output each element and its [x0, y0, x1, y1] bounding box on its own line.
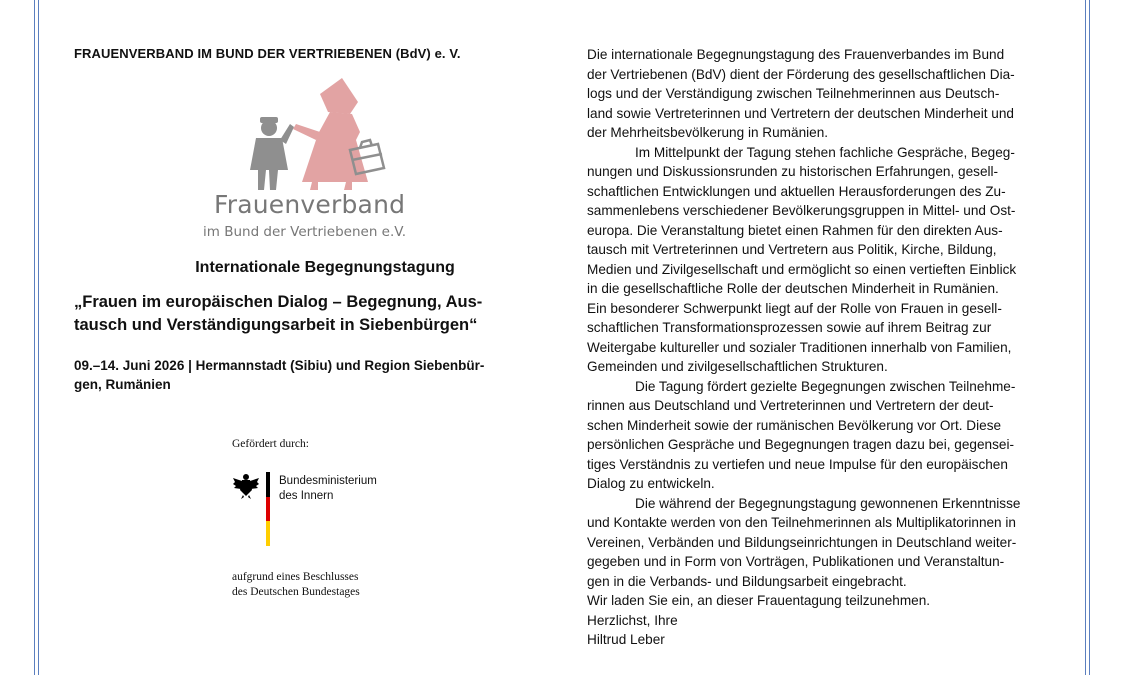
body-line: gen in die Verbands- und Bildungsarbeit eingebracht.: [587, 573, 907, 589]
body-line: tiges Verständnis zu vertiefen und neue Impulse für den europäischen: [587, 456, 1008, 472]
body-line: Gemeinden und zivilgesellschaftlichen Strukturen.: [587, 359, 888, 374]
logo-subtitle: im Bund der Vertriebenen e.V.: [203, 224, 407, 240]
body-line: europa. Die Veranstaltung bietet einen Rahmen für den direkten Aus-: [587, 222, 1003, 238]
body-line: land sowie Vertreterinnen und Vertretern der deutschen Minderheit und: [587, 105, 1014, 121]
body-line: rinnen aus Deutschland und Vertreterinnen und Vertretern der deut-: [587, 398, 994, 413]
body-line: Vereinen, Verbänden und Bildungseinrichtungen in Deutschland weiter-: [587, 534, 1017, 550]
body-line: Die während der Begegnungstagung gewonnenen Erkenntnisse: [635, 495, 1021, 511]
body-line: Wir laden Sie ein, an dieser Frauentagung teilzunehmen.: [587, 593, 931, 608]
event-title: [74, 291, 554, 337]
body-line: Dialog zu entwickeln.: [587, 476, 715, 491]
logo-name: Frauenverband: [214, 190, 406, 219]
body-line: tausch mit Vertreterinnen und Vertretern aus Politik, Kirche, Bildung,: [587, 242, 997, 257]
body-text: [587, 45, 1053, 650]
ministry-name-line: Bundesministerium: [279, 475, 377, 487]
decision-note-line: des Deutschen Bundestages: [232, 586, 360, 598]
event-date-line: 09.–14. Juni 2026 | Hermannstadt (Sibiu) und Region Siebenbür-: [74, 358, 485, 373]
event-date-line: gen, Rumänien: [74, 377, 171, 392]
body-line: schaftlichen Entwicklungen und aktuellen Herausforderungen des Zu-: [587, 183, 1006, 199]
body-line: schaftlichen Transformationsprozessen sowie auf ihrem Beitrag zur: [587, 320, 992, 335]
body-line: Medien und Zivilgesellschaft und ermöglicht so einen vertieften Einblick: [587, 261, 1017, 277]
federal-eagle-icon: [232, 472, 260, 500]
bundestag-decision-note: [232, 570, 360, 600]
body-line: logs und der Verständigung zwischen Teilnehmerinnen aus Deutsch-: [587, 86, 1000, 101]
event-title-line: „Frauen im europäischen Dialog – Begegnung, Aus-: [74, 293, 483, 311]
page-frame-left-outer: [34, 0, 35, 675]
body-line: der Vertriebenen (BdV) dient der Förderung des gesellschaftlichen Dia-: [587, 66, 1015, 82]
signature-name: Hiltrud Leber: [587, 632, 665, 647]
body-line: der Mehrheitsbevölkerung in Rumänien.: [587, 125, 829, 140]
german-flag-bar: [266, 472, 270, 546]
page-frame-right-outer: [1089, 0, 1090, 675]
body-line: sammenlebens verschiedener Bevölkerungsgruppen in Mittel- und Ost-: [587, 203, 1016, 218]
body-line: Die internationale Begegnungstagung des Frauenverbandes im Bund: [587, 47, 1005, 62]
organization-header: FRAUENVERBAND IM BUND DER VERTRIEBENEN (BdV) e. V.: [74, 46, 461, 61]
body-line: nungen und Diskussionsrunden zu historischen Erfahrungen, gesell-: [587, 164, 999, 179]
body-line: in die gesellschaftliche Rolle der deutschen Minderheit in Rumänien.: [587, 281, 999, 296]
ministry-name: [279, 474, 377, 504]
page-frame-left-inner: [38, 0, 39, 675]
event-title-line: tausch und Verständigungsarbeit in Siebenbürgen“: [74, 316, 478, 334]
body-line: und Kontakte werden von den Teilnehmerinnen als Multiplikatorinnen in: [587, 515, 1016, 530]
body-line: schen Minderheit sowie der rumänischen Bevölkerung vor Ort. Diese: [587, 417, 1002, 433]
funded-by-label: Gefördert durch:: [232, 438, 309, 450]
body-line: Herzlichst, Ihre: [587, 612, 678, 628]
frauenverband-logo-icon: [200, 72, 430, 247]
body-line: gegeben und in Form von Vorträgen, Publikationen und Veranstaltun-: [587, 554, 1005, 569]
body-line: persönlichen Gespräche und Begegnungen tragen dazu bei, gegensei-: [587, 437, 1015, 452]
decision-note-line: aufgrund eines Beschlusses: [232, 571, 359, 583]
ministry-name-line: des Innern: [279, 490, 334, 502]
page-frame-right-inner: [1085, 0, 1086, 675]
body-line: Ein besonderer Schwerpunkt liegt auf der Rolle von Frauen in gesell-: [587, 300, 1002, 316]
event-type: Internationale Begegnungstagung: [195, 259, 455, 276]
body-line: Im Mittelpunkt der Tagung stehen fachliche Gespräche, Begeg-: [635, 144, 1015, 160]
event-date: [74, 356, 534, 394]
body-line: Weitergabe kultureller und sozialer Traditionen innerhalb von Familien,: [587, 339, 1012, 355]
body-line: Die Tagung fördert gezielte Begegnungen zwischen Teilnehme-: [635, 378, 1016, 394]
